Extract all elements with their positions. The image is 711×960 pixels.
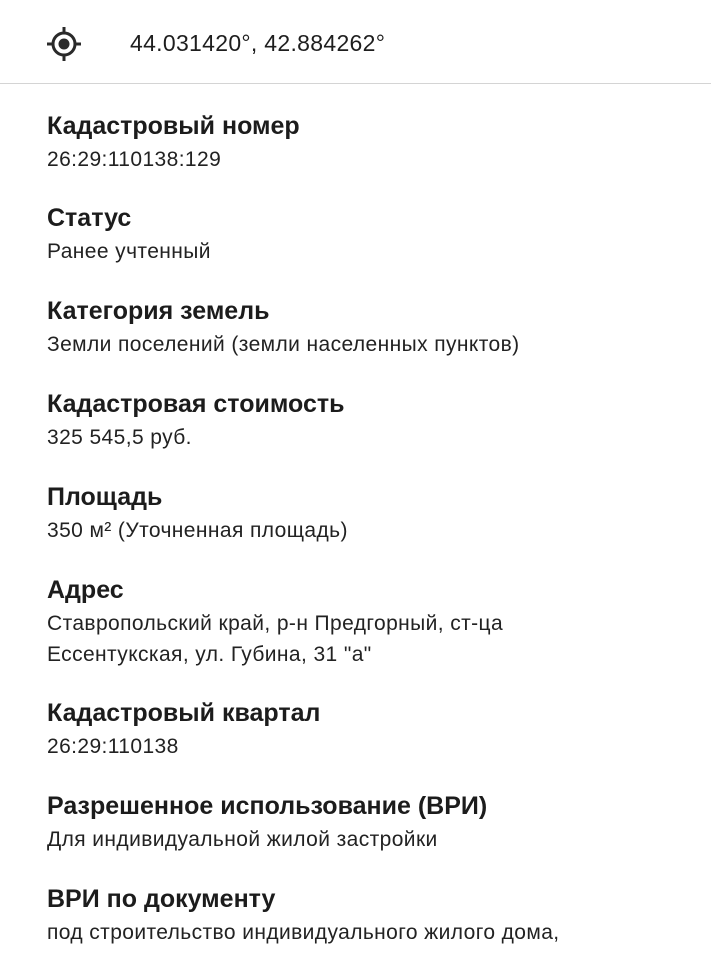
field-permitted-use-by-document [47,881,560,948]
field-value-line: Ставропольский край, р-н Предгорный, ст-ца [47,612,504,635]
field-status [47,200,211,267]
field-cadastral-quarter [47,695,320,762]
field-area [47,479,348,546]
coordinates-text[interactable]: 44.031420°, 42.884262° [130,30,386,56]
field-value: 350 м² (Уточненная площадь) [47,519,348,542]
field-value: Ранее учтенный [47,240,211,263]
coordinates-bar[interactable] [0,0,711,84]
field-value: Для индивидуальной жилой застройки [47,828,438,851]
field-label: Кадастровый номер [47,112,300,140]
field-value[interactable]: 26:29:110138:129 [47,148,222,171]
field-cadastral-value [47,386,345,453]
field-address [47,572,503,670]
gps-target-icon[interactable] [46,26,82,62]
field-value-line: Ессентукская, ул. Губина, 31 "а" [47,643,372,666]
field-label: Категория земель [47,297,270,325]
field-value: 325 545,5 руб. [47,426,192,449]
field-land-category [47,293,520,360]
field-permitted-use [47,788,487,855]
field-value: под строительство индивидуального жилого дома, [47,921,560,944]
field-value[interactable]: 26:29:110138 [47,735,179,758]
field-label: Кадастровый квартал [47,699,321,727]
field-cadastral-number [47,108,300,175]
field-label: Разрешенное использование (ВРИ) [47,792,488,820]
field-label: ВРИ по документу [47,885,276,913]
field-label: Адрес [47,576,124,604]
field-label: Статус [47,204,132,232]
field-label: Площадь [47,483,163,511]
field-value: Земли поселений (земли населенных пунктов) [47,333,520,356]
field-label: Кадастровая стоимость [47,390,345,418]
